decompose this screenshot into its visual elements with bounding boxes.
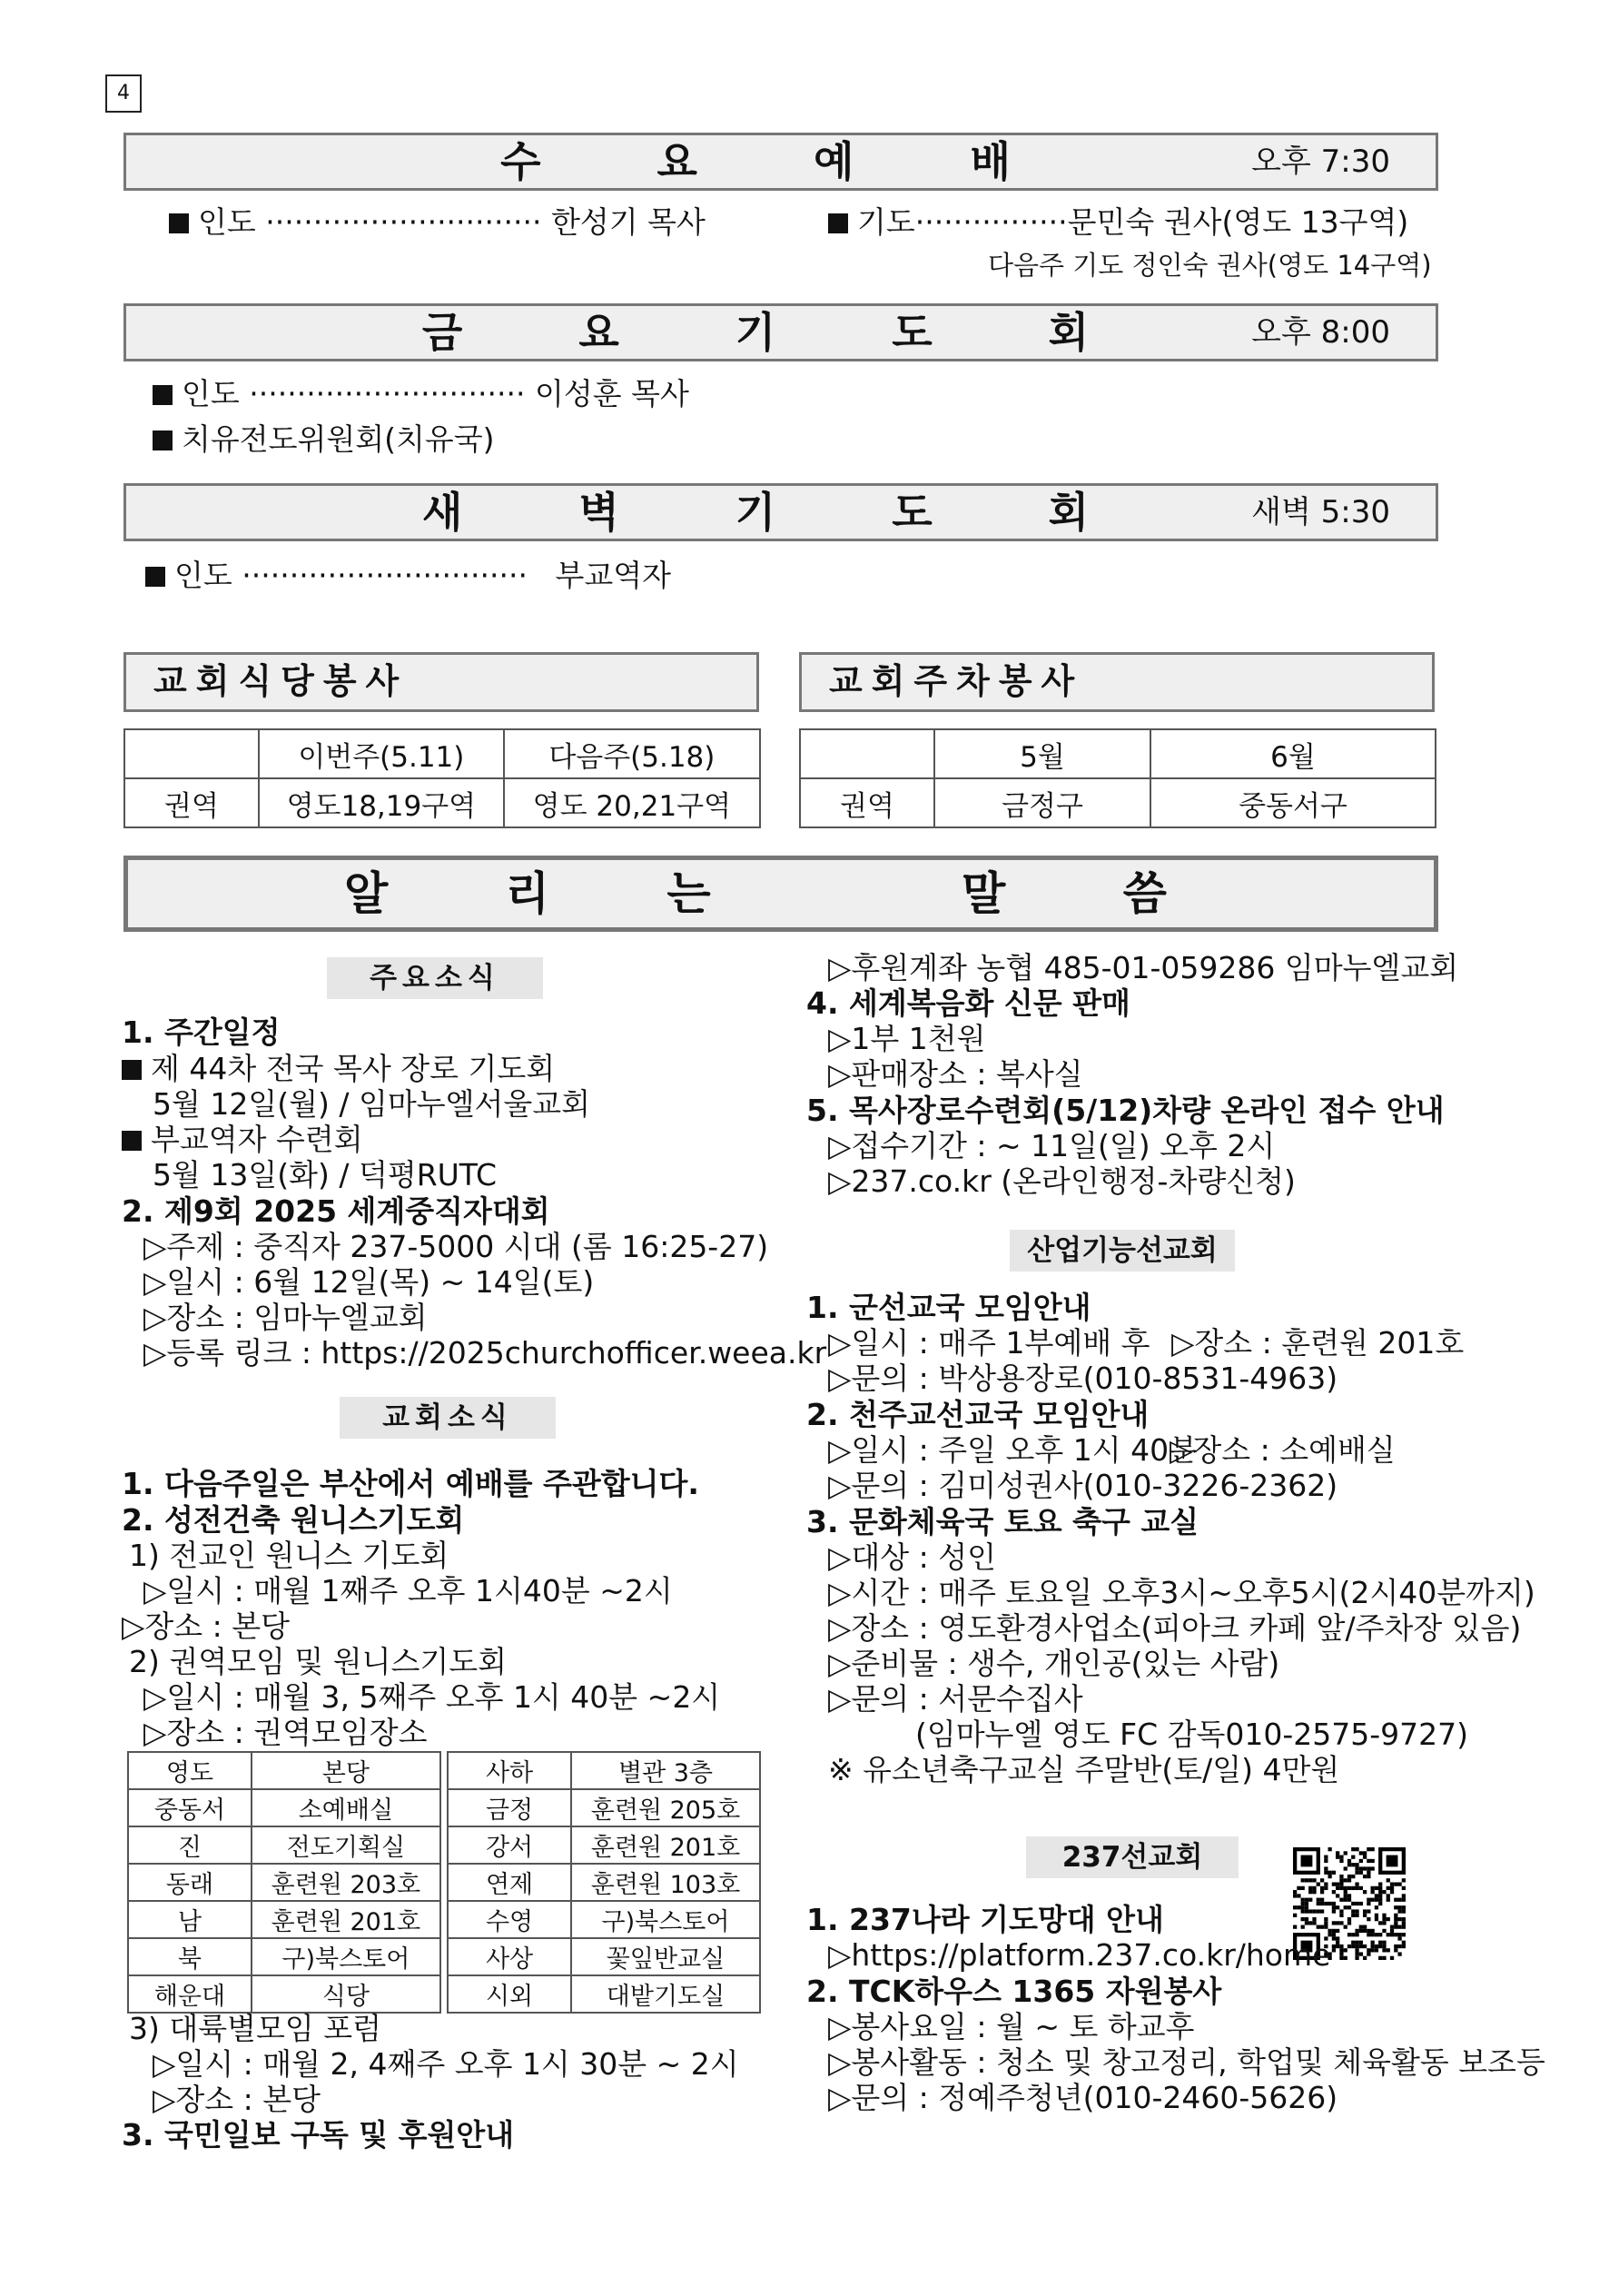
industry-mission-label: 산업기능선교회: [1010, 1230, 1235, 1272]
table-cell: 별관 3층: [571, 1752, 760, 1789]
list-item: 1. 237나라 기도망대 안내: [806, 1902, 1164, 1937]
list-item: ▷접수기간 : ~ 11일(일) 오후 2시: [828, 1128, 1276, 1163]
parking-header-may: 5월: [934, 729, 1150, 778]
table-row: [128, 1752, 760, 1789]
weekly-schedule-heading: 1. 주간일정: [122, 1014, 281, 1050]
wed-service-banner: [123, 133, 1438, 191]
list-item: ▷준비물 : 생수, 개인공(있는 사람): [828, 1646, 1280, 1681]
list-item: 2. 성전건축 원니스기도회: [122, 1502, 465, 1538]
table-cell: 본당: [252, 1752, 440, 1789]
officer-conference-heading: 2. 제9회 2025 세계중직자대회: [122, 1193, 550, 1229]
list-item: ▷주제 : 중직자 237-5000 시대 (롬 16:25-27): [143, 1229, 769, 1264]
list-item: ▷일시 : 6월 12일(목) ~ 14일(토): [143, 1264, 595, 1300]
table-gap: [440, 1864, 448, 1901]
fri-sub-line: [153, 421, 495, 458]
table-cell: 식당: [252, 1975, 440, 2013]
dawn-prayer-title: 새 벽 기 도 회: [421, 488, 1140, 537]
meeting-location-table: [127, 1751, 761, 2014]
list-item: ▷후원계좌 농협 485-01-059286 임마누엘교회: [828, 950, 1459, 985]
table-row: [128, 1901, 760, 1938]
list-item: 3. 문화체육국 토요 축구 교실: [806, 1504, 1199, 1539]
dawn-lead-name: 부교역자: [555, 558, 671, 593]
table-cell: [124, 729, 259, 778]
table-cell: 사하: [448, 1752, 571, 1789]
list-item: 1. 다음주일은 부산에서 예배를 주관합니다.: [122, 1466, 699, 1501]
table-cell: 훈련원 203호: [252, 1864, 440, 1901]
meal-this-week-value: 영도18,19구역: [259, 778, 504, 827]
table-cell: 해운대: [128, 1975, 252, 2013]
table-gap: [440, 1752, 448, 1789]
list-item: 제 44차 전국 목사 장로 기도회: [122, 1051, 555, 1087]
list-item: 2) 권역모임 및 원니스기도회: [129, 1644, 507, 1679]
notice-title: 알 리 는 말 씀: [344, 867, 1218, 920]
list-item: ▷시간 : 매주 토요일 오후3시~오후5시(2시40분까지): [828, 1575, 1535, 1610]
fri-lead-name: 이성훈 목사: [534, 376, 689, 411]
list-item: ▷일시 : 매주 1부예배 후: [828, 1325, 1150, 1361]
major-news-label: 주요소식: [327, 957, 543, 999]
table-cell: 북: [128, 1938, 252, 1975]
table-cell: 시외: [448, 1975, 571, 2013]
parking-june-value: 중동서구: [1150, 778, 1436, 827]
table-row: [128, 1938, 760, 1975]
list-item: ▷대상 : 성인: [828, 1539, 996, 1575]
table-cell: 동래: [128, 1864, 252, 1901]
wed-service-title: 수 요 예 배: [500, 137, 1061, 186]
list-item: 1) 전교인 원니스 기도회: [129, 1538, 449, 1573]
table-cell: 전도기획실: [252, 1826, 440, 1864]
table-gap: [440, 1826, 448, 1864]
list-item: ▷장소 : 본당: [122, 1608, 290, 1644]
fri-prayer-time: 오후 8:00: [1251, 314, 1390, 351]
meal-next-week-value: 영도 20,21구역: [504, 778, 760, 827]
online-registration-link[interactable]: ▷237.co.kr (온라인행정-차량신청): [828, 1163, 1296, 1199]
table-cell: 강서: [448, 1826, 571, 1864]
list-item: 5월 13일(화) / 덕평RUTC: [153, 1157, 498, 1193]
square-bullet-icon: [122, 1131, 142, 1151]
table-cell: 남: [128, 1901, 252, 1938]
dawn-prayer-time: 새벽 5:30: [1251, 494, 1390, 530]
wed-prayer-name: 문민숙 권사(영도 13구역): [1067, 204, 1409, 240]
platform-link[interactable]: ▷https://platform.237.co.kr/home: [828, 1937, 1331, 1973]
list-item: 2. 천주교선교국 모임안내: [806, 1397, 1150, 1432]
list-item: ※ 유소년축구교실 주말반(토/일) 4만원: [828, 1752, 1340, 1787]
list-item: 3) 대륙별모임 포럼: [129, 2011, 381, 2046]
table-cell: 훈련원 205호: [571, 1789, 760, 1826]
parking-service-table: [799, 728, 1436, 828]
list-item: ▷일시 : 매월 3, 5째주 오후 1시 40분 ~2시: [143, 1679, 721, 1715]
meal-header-next-week: 다음주(5.18): [504, 729, 760, 778]
table-cell: 훈련원 201호: [252, 1901, 440, 1938]
list-item: ▷판매장소 : 복사실: [828, 1056, 1083, 1092]
parking-row-label: 권역: [800, 778, 934, 827]
meal-service-table: [123, 728, 761, 828]
list-item: ▷문의 : 정예주청년(010-2460-5626): [828, 2080, 1338, 2115]
table-cell: 구)북스토어: [571, 1901, 760, 1938]
table-cell: 영도: [128, 1752, 252, 1789]
list-item: ▷장소 : 본당: [153, 2082, 321, 2117]
list-item: ▷장소 : 소예배실: [1170, 1432, 1396, 1468]
list-item: 2. TCK하우스 1365 자원봉사: [806, 1974, 1222, 2009]
wed-lead-name: 한성기 목사: [550, 204, 706, 240]
table-cell: 사상: [448, 1938, 571, 1975]
square-bullet-icon: [122, 1060, 142, 1080]
list-item: ▷문의 : 서문수집사: [828, 1681, 1083, 1717]
table-cell: 소예배실: [252, 1789, 440, 1826]
table-row: [128, 1826, 760, 1864]
table-row: [128, 1864, 760, 1901]
mission-237-label: 237선교회: [1026, 1836, 1239, 1878]
table-row: [128, 1789, 760, 1826]
list-item: 4. 세계복음화 신문 판매: [806, 985, 1130, 1021]
table-gap: [440, 1975, 448, 2013]
list-item: (임마누엘 영도 FC 감독010-2575-9727): [915, 1717, 1469, 1752]
table-cell: 구)북스토어: [252, 1938, 440, 1975]
list-item: ▷장소 : 임마누엘교회: [143, 1300, 428, 1335]
parking-may-value: 금정구: [934, 778, 1150, 827]
table-gap: [440, 1901, 448, 1938]
table-cell: 꽃잎반교실: [571, 1938, 760, 1975]
list-item: ▷봉사요일 : 월 ~ 토 하교후: [828, 2009, 1195, 2044]
table-gap: [440, 1789, 448, 1826]
table-cell: 진: [128, 1826, 252, 1864]
table-cell: [800, 729, 934, 778]
wed-service-time: 오후 7:30: [1251, 144, 1390, 180]
table-cell: 중동서: [128, 1789, 252, 1826]
wed-prayer-line: 기도················문민숙 권사(영도 13구역): [828, 204, 1408, 241]
square-bullet-icon: [145, 567, 165, 587]
dawn-prayer-banner: [123, 483, 1438, 541]
meal-header-this-week: 이번주(5.11): [259, 729, 504, 778]
wed-next-prayer: 다음주 기도 정인숙 권사(영도 14구역): [988, 250, 1432, 281]
page-number: 4: [105, 74, 142, 113]
list-item: 1. 군선교국 모임안내: [806, 1290, 1091, 1325]
dawn-lead-label: 인도: [174, 558, 232, 593]
table-cell: 수영: [448, 1901, 571, 1938]
table-cell: 대밭기도실: [571, 1975, 760, 2013]
list-item: ▷장소 : 영도환경사업소(피아크 카페 앞/주차장 있음): [828, 1610, 1522, 1646]
square-bullet-icon: [153, 385, 173, 405]
list-item: ▷일시 : 주일 오후 1시 40분: [828, 1432, 1198, 1468]
list-item: ▷장소 : 권역모임장소: [143, 1715, 428, 1750]
fri-lead-label: 인도: [182, 376, 240, 411]
wed-prayer-label: 기도: [857, 204, 915, 240]
table-cell: 훈련원 103호: [571, 1864, 760, 1901]
dawn-lead-line: 인도 ······························ 부교역자: [145, 558, 671, 594]
notice-banner: [123, 856, 1438, 932]
list-item: 5. 목사장로수련회(5/12)차량 온라인 접수 안내: [806, 1093, 1445, 1128]
table-row: [128, 1975, 760, 2013]
list-item: 5월 12일(월) / 임마누엘서울교회: [153, 1086, 590, 1122]
table-cell: 연제: [448, 1864, 571, 1901]
list-item: ▷봉사활동 : 청소 및 창고정리, 학업및 체육활동 보조등: [828, 2044, 1545, 2080]
wed-lead-label: 인도: [198, 204, 256, 240]
list-item: ▷1부 1천원: [828, 1021, 986, 1056]
list-item: ▷문의 : 박상용장로(010-8531-4963): [828, 1361, 1338, 1396]
registration-link[interactable]: ▷등록 링크 : https://2025churchofficer.weea.kr: [143, 1335, 827, 1371]
square-bullet-icon: [828, 213, 848, 233]
table-cell: 금정: [448, 1789, 571, 1826]
meal-row-label: 권역: [124, 778, 259, 827]
square-bullet-icon: [153, 430, 173, 450]
table-gap: [440, 1938, 448, 1975]
fri-sub: 치유전도위원회(치유국): [182, 421, 495, 457]
fri-lead-line: 인도 ····························· 이성훈 목사: [153, 376, 689, 412]
list-item: ▷문의 : 김미성권사(010-3226-2362): [828, 1468, 1338, 1503]
wed-lead-line: 인도 ····························· 한성기 목사: [169, 204, 706, 241]
church-news-label: 교회소식: [340, 1397, 556, 1439]
list-item: 부교역자 수련회: [122, 1122, 363, 1158]
meal-service-title: 교회식당봉사: [123, 652, 759, 712]
parking-service-title: 교회주차봉사: [799, 652, 1435, 712]
list-item: ▷장소 : 훈련원 201호: [1171, 1325, 1465, 1361]
list-item: ▷일시 : 매월 1째주 오후 1시40분 ~2시: [143, 1573, 673, 1608]
list-item: 3. 국민일보 구독 및 후원안내: [122, 2117, 515, 2152]
table-cell: 훈련원 201호: [571, 1826, 760, 1864]
fri-prayer-title: 금 요 기 도 회: [421, 308, 1140, 357]
list-item: ▷일시 : 매월 2, 4째주 오후 1시 30분 ~ 2시: [153, 2046, 739, 2082]
square-bullet-icon: [169, 213, 189, 233]
parking-header-june: 6월: [1150, 729, 1436, 778]
fri-prayer-banner: [123, 303, 1438, 361]
